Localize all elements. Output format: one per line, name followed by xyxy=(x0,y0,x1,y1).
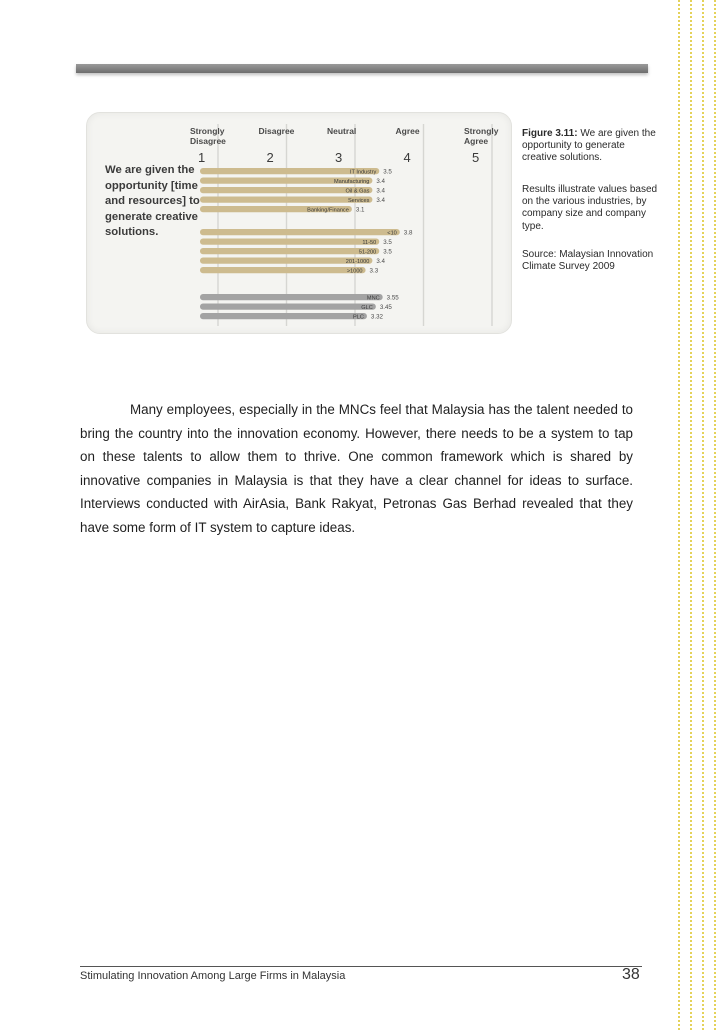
bar xyxy=(200,304,376,310)
scale-label: Disagree xyxy=(190,136,226,146)
chart-question-line: and resources] to xyxy=(105,195,200,207)
bar-category-label: GLC xyxy=(361,304,373,311)
bar-value-label: 3.3 xyxy=(369,267,379,275)
bar xyxy=(200,229,400,235)
bar-value-label: 3.4 xyxy=(376,178,386,186)
bar-value-label: 3.4 xyxy=(376,197,386,205)
figure-caption xyxy=(522,128,662,165)
bar-category-label: 51-200 xyxy=(358,249,377,256)
page-number: 38 xyxy=(622,966,640,983)
bar-value-label: 3.45 xyxy=(379,304,392,312)
page-edge-dotted-line xyxy=(714,0,716,1030)
bar-value-label: 3.4 xyxy=(376,258,386,266)
figure-caption-label: Figure 3.11: xyxy=(522,128,578,139)
bar xyxy=(200,267,366,273)
scale-label: Disagree xyxy=(258,126,295,136)
bar-category-label: Services xyxy=(347,197,370,204)
footer-rule xyxy=(80,966,642,967)
bar-category-label: <10 xyxy=(387,230,397,237)
bar-value-label: 3.5 xyxy=(383,168,392,176)
bar xyxy=(200,313,367,319)
footer-title: Stimulating Innovation Among Large Firms in Malaysia xyxy=(80,970,346,982)
bar-category-label: >1000 xyxy=(346,268,363,275)
scale-number: 4 xyxy=(403,150,411,165)
scale-label: Agree xyxy=(464,136,489,146)
body-paragraph xyxy=(80,398,633,539)
chart-question-line: solutions. xyxy=(105,226,159,238)
chart-question-line: opportunity [time xyxy=(105,179,198,192)
figure-caption-text: We are given the opportunity to generate creative solutions. xyxy=(522,128,656,164)
figure-results-note: Results illustrate values based on the various industries, by company size and company type. xyxy=(522,184,658,232)
bar-value-label: 3.4 xyxy=(376,187,386,195)
scale-number: 1 xyxy=(198,150,206,165)
bar-value-label: 3.5 xyxy=(383,248,392,256)
bar xyxy=(200,239,379,245)
bar-value-label: 3.32 xyxy=(370,313,383,321)
bar-value-label: 3.55 xyxy=(386,294,399,302)
bar-category-label: Banking/Finance xyxy=(307,207,349,214)
bar-category-label: MNC xyxy=(366,295,380,302)
scale-label: Strongly xyxy=(190,126,225,136)
scale-number: 2 xyxy=(266,150,274,165)
bar-value-label: 3.1 xyxy=(355,206,365,214)
bar xyxy=(200,294,383,300)
bar-value-label: 3.8 xyxy=(403,229,413,237)
bar xyxy=(200,197,372,203)
bar-category-label: 11-50 xyxy=(362,239,377,246)
bar-category-label: 201-1000 xyxy=(345,258,370,265)
header-rule xyxy=(76,64,648,73)
body-paragraph-text: Many employees, especially in the MNCs feel that Malaysia has the talent needed to bring the country into the innovation economy. However, there needs to be a system to tap on these talents to allow them to thrive. One common framework which is shared by innovative companies in Malaysia is that they have a clear channel for ideas to surface. Interviews conducted with AirAsia, Bank Rakyat, Petronas Gas Berhad revealed that they have some form of IT system to capture ideas. xyxy=(80,402,633,535)
scale-label: Neutral xyxy=(327,126,357,136)
scale-label: Strongly xyxy=(464,126,499,136)
page-edge-dotted-line xyxy=(702,0,704,1030)
scale-number: 3 xyxy=(335,150,343,165)
bar-value-label: 3.5 xyxy=(383,239,392,247)
figure-source-note: Source: Malaysian Innovation Climate Survey 2009 xyxy=(522,249,654,273)
page-edge-dotted-line xyxy=(678,0,680,1030)
bar-category-label: Manufacturing xyxy=(333,178,370,185)
bar-category-label: PLC xyxy=(353,314,364,321)
bar-category-label: IT Industry xyxy=(349,169,377,176)
bar-category-label: Oil & Gas xyxy=(345,188,370,195)
scale-label: Agree xyxy=(395,126,420,136)
scale-number: 5 xyxy=(472,150,480,165)
bar xyxy=(200,248,379,254)
chart-question-line: generate creative xyxy=(105,210,198,223)
page-edge-dotted-line xyxy=(690,0,692,1030)
chart-question xyxy=(105,163,205,241)
chart-question-line: We are given the xyxy=(105,164,195,176)
